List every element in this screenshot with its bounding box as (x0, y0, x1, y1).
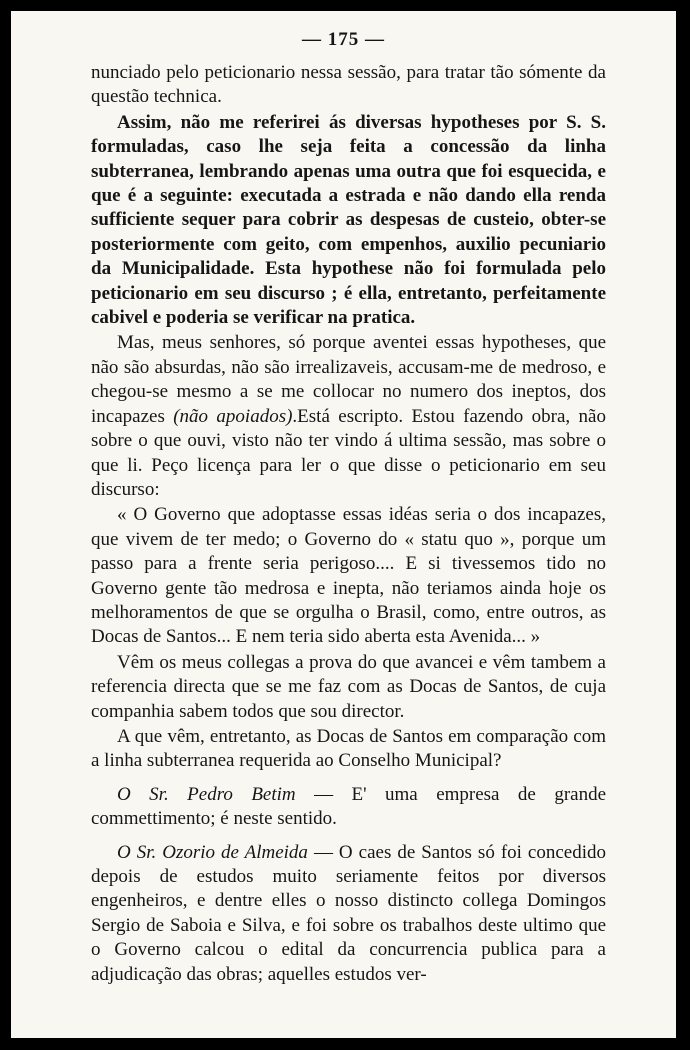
document-page (11, 11, 676, 1038)
aside-nao-apoiados: (não apoiados) (173, 405, 293, 427)
speech-ozorio-de-almeida: — O caes de Santos só foi concedido depois de estudos muito seriamente feitos por diversos engenheiros, e dentre elles o nosso distincto collega Domingos Sergio de Saboia e Silva, e foi sobre os trabalhos deste ultimo que o Governo calcou o edital da concurrencia publica para a adjudicação das obras; aquelles estudos ver- (91, 841, 606, 985)
speaker-pedro-betim: O Sr. Pedro Betim (117, 783, 296, 805)
paragraph-hypotheses: Assim, não me referirei ás diversas hypotheses por S. S. formuladas, caso lhe seja feita a concessão da linha subterranea, lembrando apenas uma outra que foi esquecida, e que é a seguinte: executada a estrada e não dando ella renda sufficiente sequer para cobrir as despesas de custeio, obter-se posteriormente com geito, com empenhos, auxilio pecuniario da Municipalidade. Esta hypothese não foi formulada pelo peticionario em seu discurso ; é ella, entretanto, perfeitamente cabivel e poderia se verificar na pratica. (91, 111, 606, 329)
page-number: — 175 — (302, 29, 385, 50)
speaker-ozorio-de-almeida: O Sr. Ozorio de Almeida (117, 841, 308, 863)
paragraph-question: A que vêm, entretanto, as Docas de Santos em comparação com a linha subterranea requerida ao Conselho Municipal? (91, 725, 606, 772)
speech-pedro-betim: — E' uma empresa de grande commettimento; é neste sentido. (91, 783, 607, 830)
paragraph-accusation-part-1: Mas, meus senhores, só porque aventei essas hypotheses, que não são absurdas, não são irrealizaveis, accusam-me de medroso, e chegou-se mesmo a se me collocar no numero dos ineptos, dos incapazes (91, 332, 606, 427)
paragraph-docas: Vêm os meus collegas a prova do que avancei e vêm tambem a referencia directa que se me faz com as Docas de Santos, de cuja companhia sabem todos que sou director. (91, 651, 606, 722)
paragraph-quotation: « O Governo que adoptasse essas idéas seria o dos incapazes, que vivem de ter medo; o Governo do « statu quo », porque um passo para a frente seria perigoso.... E si tivessemos tido no Governo gente tão medrosa e inepta, não teriamos ainda hoje os melhoramentos de que se orgulha o Brasil, como, entre outros, as Docas de Santos... E nem teria sido aberta esta Avenida... » (91, 504, 606, 648)
paragraph-accusation-part-2: .Está escripto. Estou fazendo obra, não sobre o que ouvi, visto não ter vindo á ultima sessão, mas sobre o que li. Peço licença para ler o que disse o peticionario em seu discurso: (91, 405, 606, 500)
body-text (91, 61, 606, 987)
paragraph-pedro-betim (91, 783, 606, 832)
paragraph-continuation: nunciado pelo peticionario nessa sessão, para tratar tão sómente da questão technica. (91, 62, 606, 108)
paragraph-ozorio-de-almeida (91, 841, 606, 987)
paragraph-accusation (91, 331, 606, 502)
